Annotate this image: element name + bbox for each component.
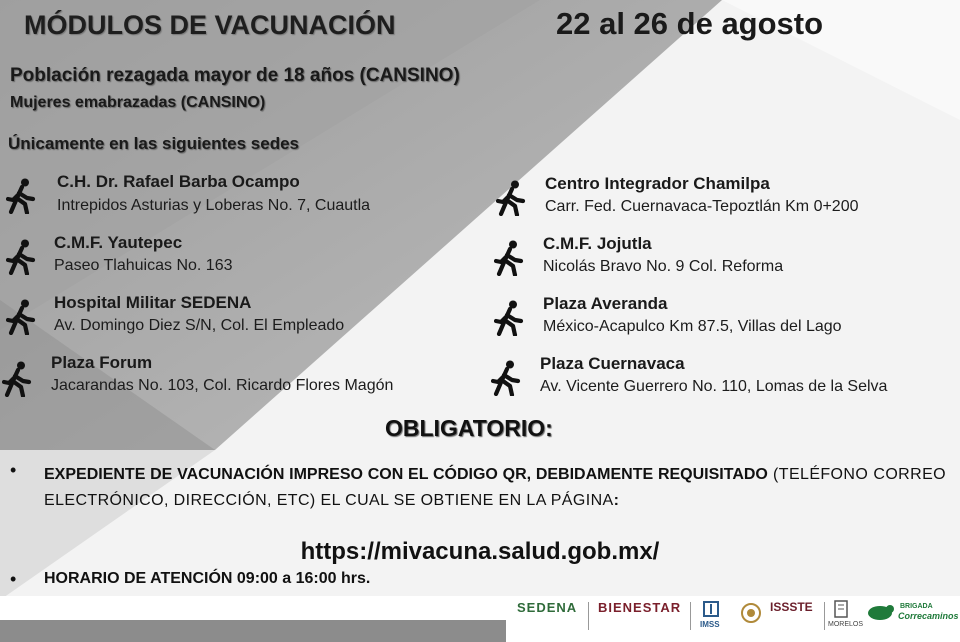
sites-intro: Únicamente en las siguientes sedes bbox=[8, 134, 300, 153]
morelos-logo: MORELOS bbox=[828, 621, 864, 628]
sedena-logo: SEDENA bbox=[517, 600, 578, 615]
footer-logos bbox=[0, 596, 960, 642]
person-walking-icon bbox=[494, 300, 526, 336]
site-name: Plaza Forum bbox=[51, 353, 153, 372]
page-title: MÓDULOS DE VACUNACIÓN bbox=[24, 10, 396, 40]
requirement-item-2: HORARIO DE ATENCIÓN 09:00 a 16:00 hrs. bbox=[44, 570, 371, 587]
logo-divider bbox=[690, 602, 691, 630]
requirement-item-1-text: (TELÉFONO CORREO ELECTRÓNICO, DIRECCIÓN, ETC) EL CUAL SE OBTIENE EN LA PÁGINA bbox=[44, 466, 947, 509]
bullet-marker: • bbox=[10, 460, 17, 480]
site-address: Av. Domingo Diez S/N, Col. El Empleado bbox=[54, 317, 345, 334]
site-address: Nicolás Bravo No. 9 Col. Reforma bbox=[543, 258, 784, 275]
registration-url[interactable]: https://mivacuna.salud.gob.mx/ bbox=[300, 538, 660, 565]
roadrunner-icon bbox=[866, 602, 896, 622]
site-name: Plaza Cuernavaca bbox=[540, 354, 685, 373]
site-address: Carr. Fed. Cuernavaca-Tepoztlán Km 0+200 bbox=[545, 198, 859, 215]
person-walking-icon bbox=[2, 361, 34, 397]
person-walking-icon bbox=[491, 360, 523, 396]
requirement-item-1-colon: : bbox=[613, 492, 619, 509]
site-address: Paseo Tlahuicas No. 163 bbox=[54, 257, 233, 274]
brigada-logo: BRIGADA bbox=[900, 603, 933, 610]
imss-logo: IMSS bbox=[700, 620, 720, 629]
person-walking-icon bbox=[6, 239, 38, 275]
person-walking-icon bbox=[496, 180, 528, 216]
requirement-item-1-bold: EXPEDIENTE DE VACUNACIÓN IMPRESO CON EL CÓDIGO QR, DEBIDAMENTE REQUISITADO bbox=[44, 466, 768, 483]
logo-divider bbox=[588, 602, 589, 630]
person-walking-icon bbox=[6, 178, 38, 214]
person-walking-icon bbox=[494, 240, 526, 276]
bullet-marker: • bbox=[10, 569, 17, 589]
site-name: Hospital Militar SEDENA bbox=[54, 293, 252, 312]
site-name: C.M.F. Jojutla bbox=[543, 234, 652, 253]
issste-emblem-icon bbox=[740, 602, 762, 624]
bienestar-logo: BIENESTAR bbox=[598, 600, 682, 615]
footer-band bbox=[0, 620, 506, 642]
site-name: Plaza Averanda bbox=[543, 294, 668, 313]
site-address: México-Acapulco Km 87.5, Villas del Lago bbox=[543, 318, 842, 335]
site-address: Jacarandas No. 103, Col. Ricardo Flores Magón bbox=[51, 377, 394, 394]
site-address: Av. Vicente Guerrero No. 110, Lomas de la Selva bbox=[540, 378, 888, 395]
site-name: C.H. Dr. Rafael Barba Ocampo bbox=[57, 172, 300, 191]
date-range: 22 al 26 de agosto bbox=[556, 6, 824, 41]
correcaminos-logo: Correcaminos bbox=[898, 611, 959, 621]
person-walking-icon bbox=[6, 299, 38, 335]
requirements-heading: OBLIGATORIO: bbox=[385, 415, 553, 441]
requirement-item-1 bbox=[44, 462, 946, 514]
logo-divider bbox=[824, 602, 825, 630]
site-address: Intrepidos Asturias y Loberas No. 7, Cuautla bbox=[57, 197, 371, 214]
issste-logo: ISSSTE bbox=[770, 600, 813, 614]
population-line-2: Mujeres emabrazadas (CANSINO) bbox=[10, 94, 266, 111]
population-line-1: Población rezagada mayor de 18 años (CANSINO) bbox=[10, 65, 460, 86]
imss-emblem-icon bbox=[702, 600, 720, 618]
site-name: Centro Integrador Chamilpa bbox=[545, 174, 770, 193]
morelos-emblem-icon bbox=[832, 600, 850, 620]
site-name: C.M.F. Yautepec bbox=[54, 233, 183, 252]
